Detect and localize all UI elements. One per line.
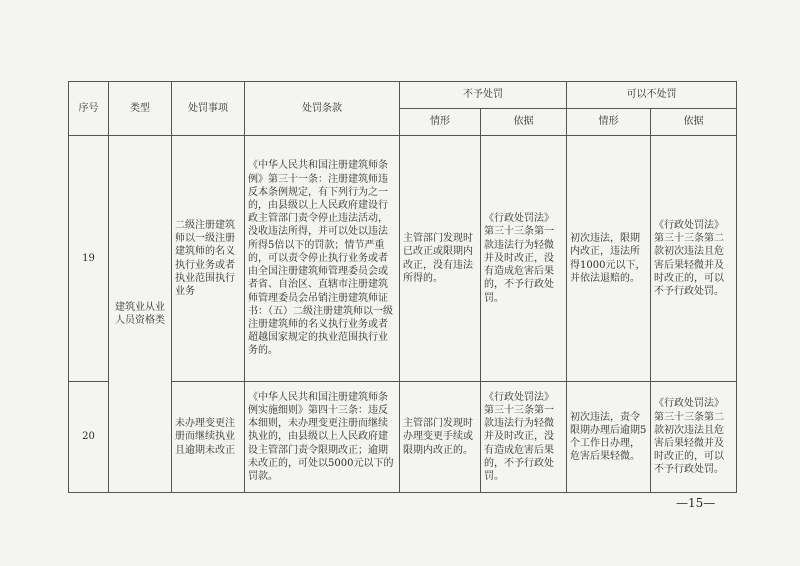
row-np-basis: 《行政处罚法》第三十三条第一款违法行为轻微并及时改正，没有造成危害后果的，不予行政处罚。: [481, 382, 567, 493]
row-item: 未办理变更注册而继续执业且逾期未改正: [172, 382, 245, 493]
header-item: 处罚事项: [172, 82, 245, 136]
header-clause: 处罚条款: [245, 82, 400, 136]
row-np-situation: 主管部门发现时办理变更手续或限期内改正的。: [400, 382, 481, 493]
header-np-situation: 情形: [400, 109, 481, 136]
row-mp-basis: 《行政处罚法》第三十三条第二款初次违法且危害后果轻微并及时改正的，可以不予行政处罚。: [651, 136, 737, 382]
header-seq: 序号: [69, 82, 109, 136]
row-clause: 《中华人民共和国注册建筑师条例实施细则》第四十三条：违反本细则，未办理变更注册而继续执业的，由县级以上人民政府建设主管部门责令限期改正；逾期未改正的，可处以5000元以下的罚款。: [245, 382, 400, 493]
header-may-no-penalty: 可以不处罚: [567, 82, 737, 109]
category-cell: 建筑业从业人员资格类: [109, 136, 172, 493]
header-no-penalty: 不予处罚: [400, 82, 567, 109]
row-mp-basis: 《行政处罚法》第三十三条第二款初次违法且危害后果轻微并及时改正的，可以不予行政处罚。: [651, 382, 737, 493]
row-np-basis: 《行政处罚法》第三十三条第一款违法行为轻微并及时改正，没有造成危害后果的，不予行政处罚。: [481, 136, 567, 382]
header-mp-situation: 情形: [567, 109, 651, 136]
page-number: —15—: [676, 496, 716, 510]
row-clause: 《中华人民共和国注册建筑师条例》第三十一条：注册建筑师违反本条例规定，有下列行为之一的，由县级以上人民政府建设行政主管部门责令停止违法活动，没收违法所得，并可以处以违法所得5倍以下的罚款；情节严重的，可以责令停止执行业务或者由全国注册建筑师管理委员会或者省、自治区、直辖市注册建筑师管理委员会吊销注册建筑师证书：（五）二级注册建筑师以一级注册建筑师的名义执行业务或者超越国家规定的执业范围执行业务的。: [245, 136, 400, 382]
row-item: 二级注册建筑师以一级注册建筑师的名义执行业务或者执业范围执行业务: [172, 136, 245, 382]
table-row: [69, 136, 737, 382]
row-mp-situation: 初次违法，责令限期办理后逾期5个工作日办理，危害后果轻微。: [567, 382, 651, 493]
row-seq: 19: [69, 136, 109, 382]
row-seq: 20: [69, 382, 109, 493]
header-np-basis: 依据: [481, 109, 567, 136]
row-mp-situation: 初次违法，限期内改正，违法所得1000元以下，并依法退赔的。: [567, 136, 651, 382]
header-mp-basis: 依据: [651, 109, 737, 136]
row-np-situation: 主管部门发现时已改正或限期内改正，没有违法所得的。: [400, 136, 481, 382]
penalty-table: [68, 81, 737, 493]
header-type: 类型: [109, 82, 172, 136]
